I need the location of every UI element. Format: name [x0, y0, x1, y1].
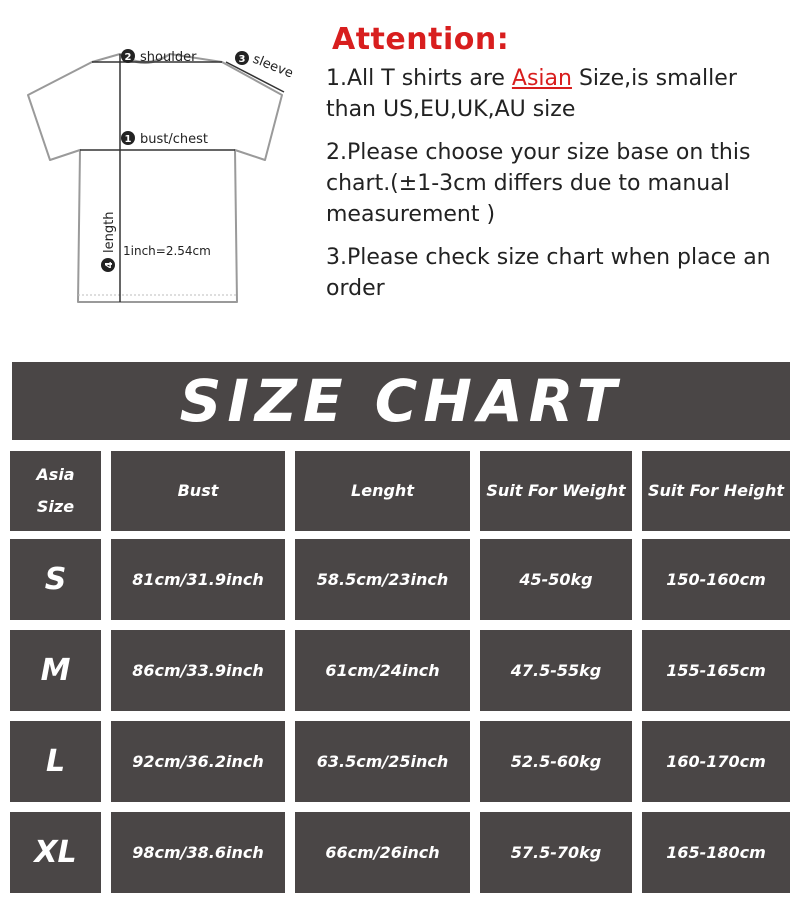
header-height: Suit For Height — [642, 451, 790, 531]
header-bust: Bust — [111, 451, 285, 531]
attention-point-3: 3.Please check size chart when place an order — [326, 245, 771, 301]
table-row-length: 66cm/26inch — [295, 812, 470, 893]
table-row-bust: 98cm/38.6inch — [111, 812, 285, 893]
inch-conversion-label: 1inch=2.54cm — [123, 244, 211, 258]
table-row-bust: 86cm/33.9inch — [111, 630, 285, 711]
table-row-bust: 81cm/31.9inch — [111, 539, 285, 620]
table-row-height: 155-165cm — [642, 630, 790, 711]
table-row-height: 160-170cm — [642, 721, 790, 802]
table-row-length: 58.5cm/23inch — [295, 539, 470, 620]
svg-text:1: 1 — [124, 134, 132, 145]
bust-label: bust/chest — [140, 132, 208, 147]
table-row-size: M — [10, 630, 101, 711]
table-row-size: XL — [10, 812, 101, 893]
table-row-weight: 45-50kg — [480, 539, 632, 620]
header-asia-size: Asia Size — [10, 451, 101, 531]
size-chart-title: SIZE CHART — [179, 367, 623, 435]
attention-point-1: 1.All T shirts are Asian Size,is smaller than US,EU,UK,AU size — [326, 66, 737, 122]
asian-highlight: Asian — [511, 66, 572, 91]
size-chart-banner — [12, 362, 790, 440]
table-row-length: 61cm/24inch — [295, 630, 470, 711]
svg-text:4: 4 — [104, 261, 115, 269]
table-row-height: 165-180cm — [642, 812, 790, 893]
table-row-bust: 92cm/36.2inch — [111, 721, 285, 802]
attention-title: Attention: — [332, 22, 510, 57]
table-row-weight: 52.5-60kg — [480, 721, 632, 802]
svg-text:3: 3 — [238, 54, 246, 65]
sleeve-label: sleeve — [250, 51, 296, 82]
table-row-size: L — [10, 721, 101, 802]
table-row-size: S — [10, 539, 101, 620]
attention-point-2: 2.Please choose your size base on this chart.(±1-3cm differs due to manual measurement ) — [326, 140, 751, 227]
table-row-weight: 57.5-70kg — [480, 812, 632, 893]
shoulder-label: shoulder — [140, 50, 197, 65]
length-label: length — [102, 211, 117, 253]
header-length: Lenght — [295, 451, 470, 531]
table-row-length: 63.5cm/25inch — [295, 721, 470, 802]
attention-notice — [326, 22, 786, 316]
svg-text:2: 2 — [124, 52, 132, 63]
table-row-weight: 47.5-55kg — [480, 630, 632, 711]
tshirt-outline-icon — [20, 40, 310, 315]
header-weight: Suit For Weight — [480, 451, 632, 531]
table-row-height: 150-160cm — [642, 539, 790, 620]
tshirt-measurement-diagram — [20, 40, 310, 315]
